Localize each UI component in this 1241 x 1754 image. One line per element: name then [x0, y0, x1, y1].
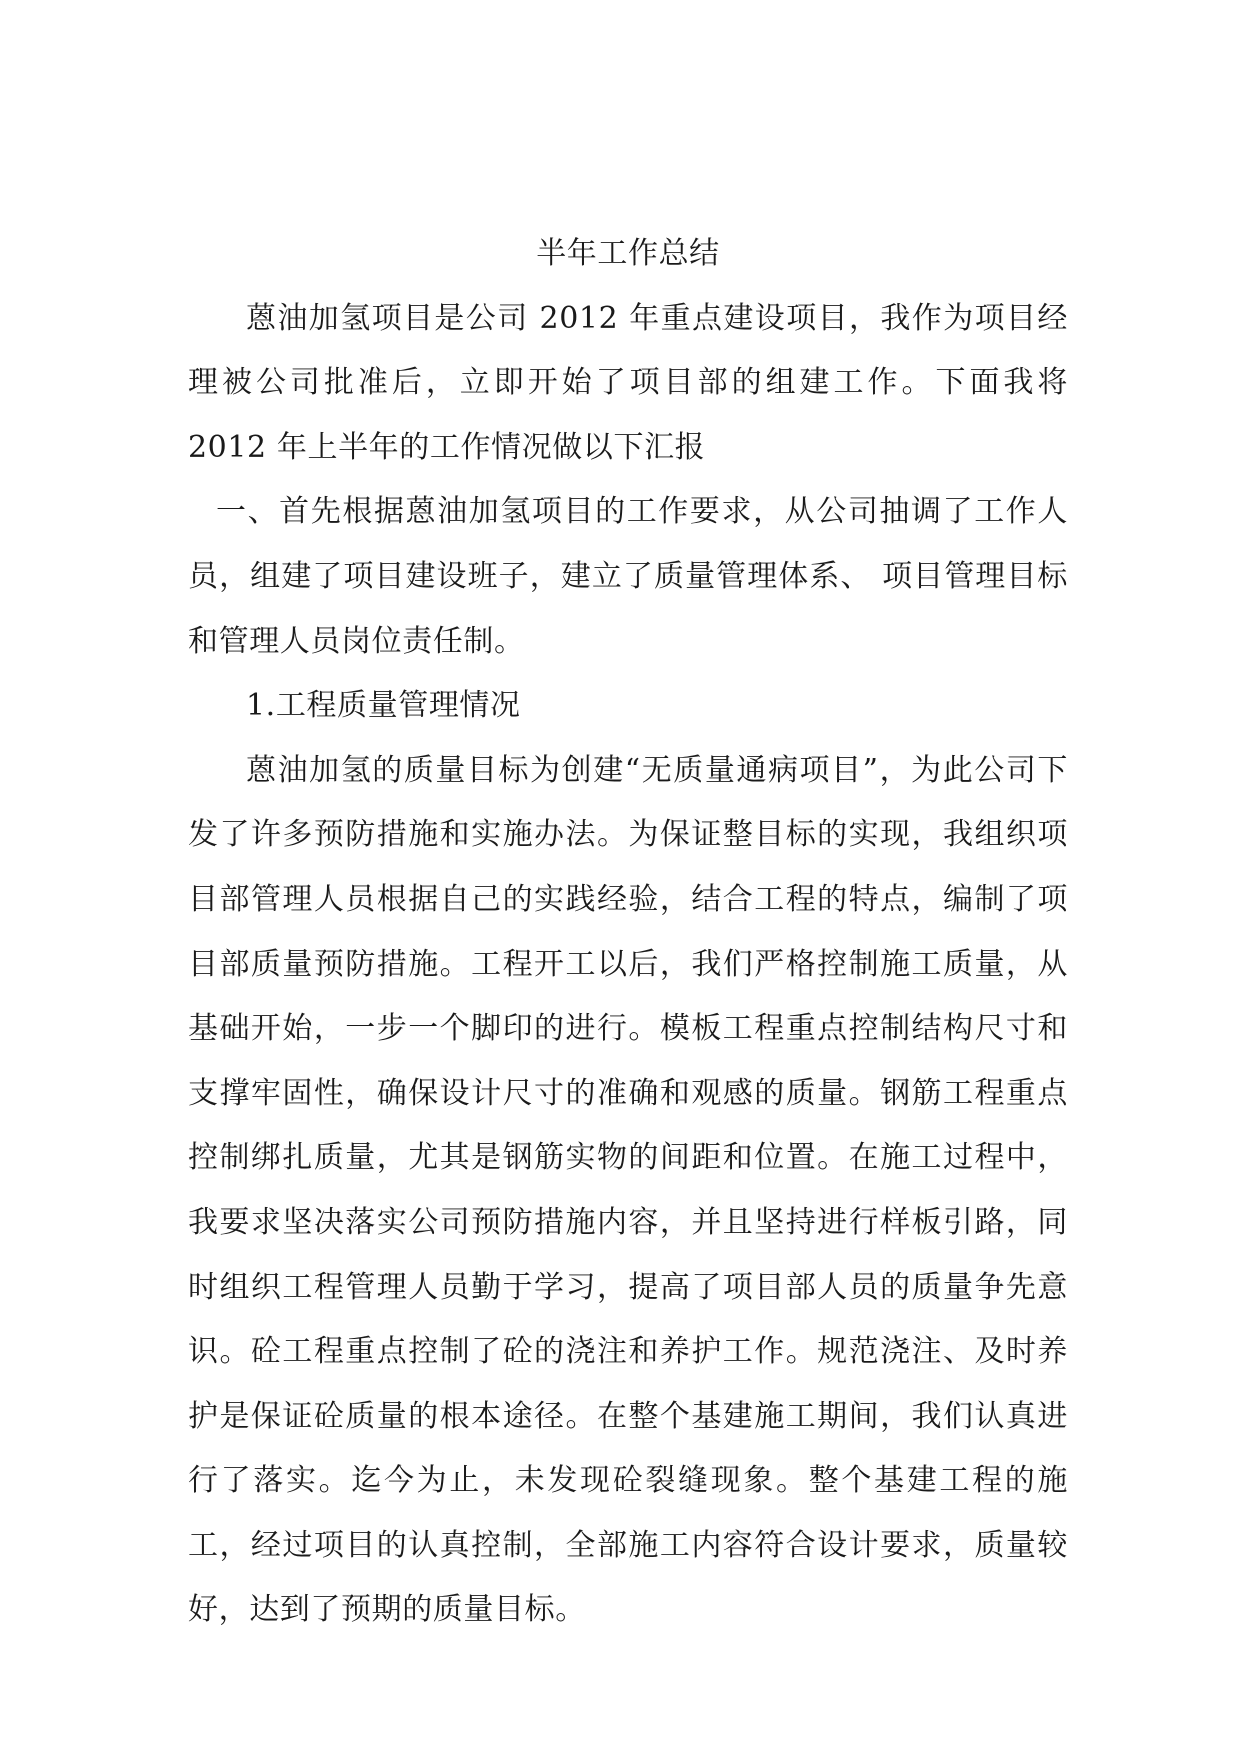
section-one-paragraph: 一、首先根据蒽油加氢项目的工作要求，从公司抽调了工作人员，组建了项目建设班子，建立了质量管理体系、 项目管理目标和管理人员岗位责任制。 [188, 494, 1068, 659]
subsection-heading: 1.工程质量管理情况 [246, 688, 521, 724]
document-title: 半年工作总结 [536, 236, 720, 271]
document-body [188, 222, 1068, 1643]
intro-paragraph: 蒽油加氢项目是公司 2012 年重点建设项目，我作为项目经理被公司批准后，立即开始了项目部的组建工作。下面我将 2012 年上半年的工作情况做以下汇报 [188, 300, 1068, 465]
quality-paragraph: 蒽油加氢的质量目标为创建“无质量通病项目”，为此公司下发了许多预防措施和实施办法。为保证整目标的实现，我组织项目部管理人员根据自己的实践经验，结合工程的特点，编制了项目部质量预防措施。工程开工以后，我们严格控制施工质量，从基础开始，一步一个脚印的进行。模板工程重点控制结构尺寸和支撑牢固性，确保设计尺寸的准确和观感的质量。钢筋工程重点控制绑扎质量，尤其是钢筋实物的间距和位置。在施工过程中，我要求坚决落实公司预防措施内容，并且坚持进行样板引路，同时组织工程管理人员勤于学习，提高了项目部人员的质量争先意识。砼工程重点控制了砼的浇注和养护工作。规范浇注、及时养护是保证砼质量的根本途径。在整个基建施工期间，我们认真进行了落实。迄今为止，未发现砼裂缝现象。整个基建工程的施工，经过项目的认真控制，全部施工内容符合设计要求，质量较好，达到了预期的质量目标。 [188, 752, 1068, 1628]
